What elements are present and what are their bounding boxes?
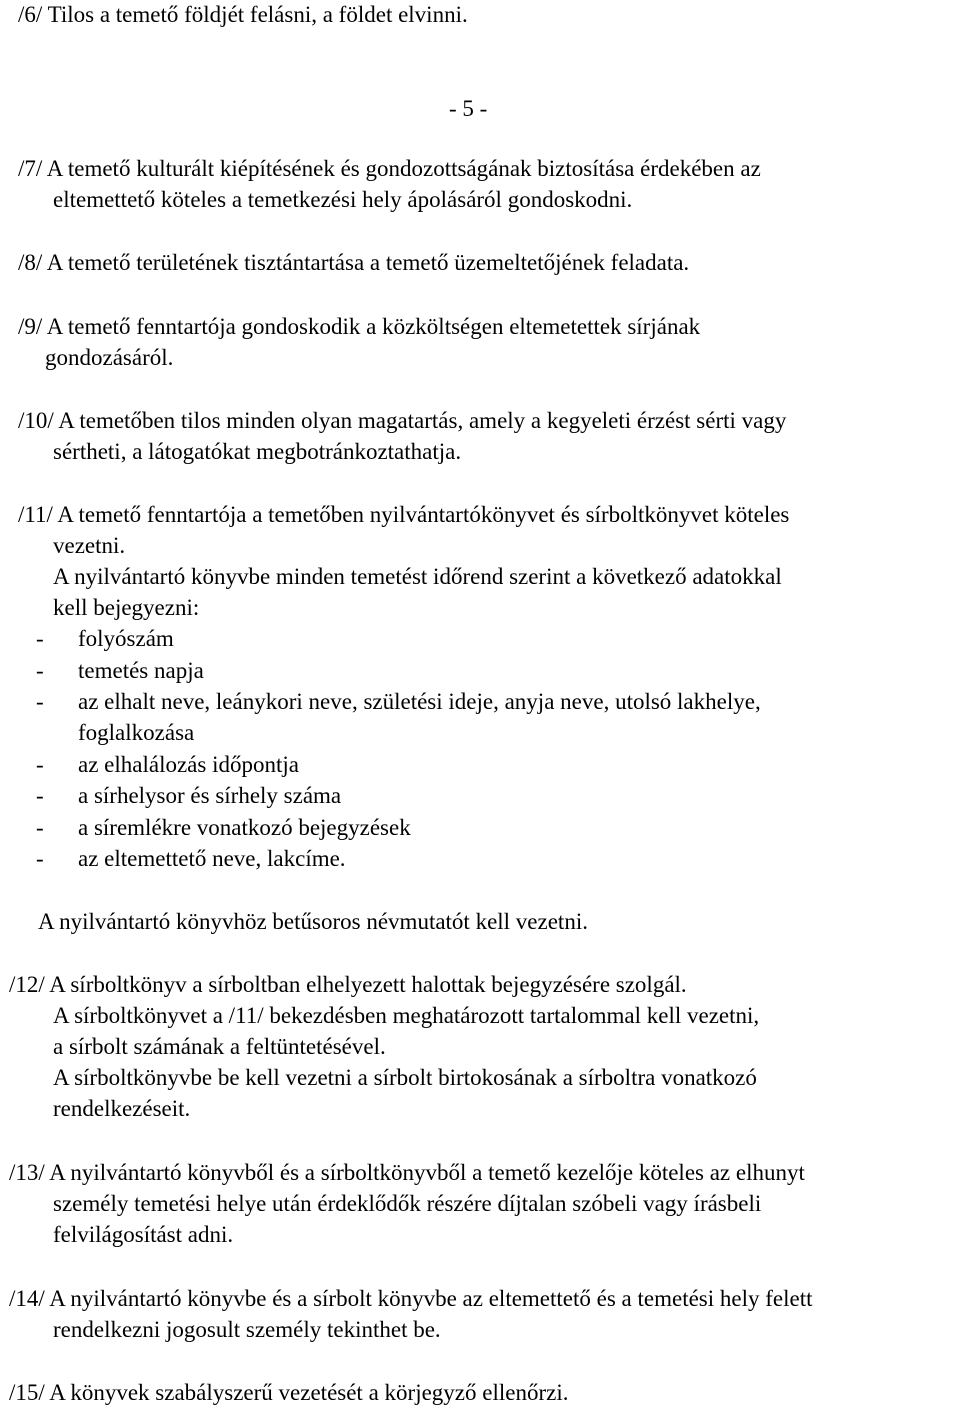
list-item-continuation: foglalkozása xyxy=(78,720,195,745)
list-dash: - xyxy=(36,658,44,683)
paragraph-15: /15/ A könyvek szabályszerű vezetését a körjegyző ellenőrzi. xyxy=(9,1380,569,1405)
list-item: temetés napja xyxy=(78,658,204,683)
paragraph-11-line-4: kell bejegyezni: xyxy=(53,595,200,620)
paragraph-11-line-3: A nyilvántartó könyvbe minden temetést időrend szerint a következő adatokkal xyxy=(53,564,782,589)
list-item: a sírhelysor és sírhely száma xyxy=(78,783,342,808)
paragraph-10-line-2: sértheti, a látogatókat megbotránkoztathatja. xyxy=(53,439,462,464)
list-dash: - xyxy=(36,689,44,714)
list-item: a síremlékre vonatkozó bejegyzések xyxy=(78,815,411,840)
paragraph-11-line-1: /11/ A temető fenntartója a temetőben nyilvántartókönyvet és sírboltkönyvet köteles xyxy=(18,502,790,527)
paragraph-13-line-3: felvilágosítást adni. xyxy=(53,1222,234,1247)
page-number: - 5 - xyxy=(449,96,488,121)
paragraph-9-line-1: /9/ A temető fenntartója gondoskodik a közköltségen eltemetettek sírjának xyxy=(18,314,701,339)
paragraph-14-line-1: /14/ A nyilvántartó könyvbe és a sírbolt könyvbe az eltemettető és a temetési hely felett xyxy=(9,1286,813,1311)
paragraph-7-line-2: eltemettető köteles a temetkezési hely ápolásáról gondoskodni. xyxy=(53,187,633,212)
list-dash: - xyxy=(36,752,44,777)
list-dash: - xyxy=(36,783,44,808)
paragraph-7-line-1: /7/ A temető kulturált kiépítésének és gondozottságának biztosítása érdekében az xyxy=(18,156,761,181)
paragraph-9-line-2: gondozásáról. xyxy=(45,345,174,370)
list-dash: - xyxy=(36,815,44,840)
paragraph-12-line-5: rendelkezéseit. xyxy=(53,1096,191,1121)
paragraph-8: /8/ A temető területének tisztántartása a temető üzemeltetőjének feladata. xyxy=(18,250,690,275)
list-item: folyószám xyxy=(78,626,174,651)
list-dash: - xyxy=(36,846,44,871)
list-item: az elhalálozás időpontja xyxy=(78,752,299,777)
paragraph-10-line-1: /10/ A temetőben tilos minden olyan magatartás, amely a kegyeleti érzést sérti vagy xyxy=(18,408,787,433)
list-item: az elhalt neve, leánykori neve, születési ideje, anyja neve, utolsó lakhelye, xyxy=(78,689,761,714)
paragraph-12-line-1: /12/ A sírboltkönyv a sírboltban elhelyezett halottak bejegyzésére szolgál. xyxy=(9,972,687,997)
paragraph-14-line-2: rendelkezni jogosult személy tekinthet be. xyxy=(53,1317,441,1342)
list-dash: - xyxy=(36,626,44,651)
paragraph-6: /6/ Tilos a temető földjét felásni, a földet elvinni. xyxy=(18,2,468,27)
paragraph-13-line-2: személy temetési helye után érdeklődők részére díjtalan szóbeli vagy írásbeli xyxy=(53,1191,762,1216)
paragraph-12-line-4: A sírboltkönyvbe be kell vezetni a sírbolt birtokosának a sírboltra vonatkozó xyxy=(53,1065,757,1090)
paragraph-13-line-1: /13/ A nyilvántartó könyvből és a sírboltkönyvből a temető kezelője köteles az elhunyt xyxy=(9,1160,805,1185)
paragraph-12-line-3: a sírbolt számának a feltüntetésével. xyxy=(53,1034,386,1059)
paragraph-11-index-note: A nyilvántartó könyvhöz betűsoros névmutatót kell vezetni. xyxy=(38,909,588,934)
list-item: az eltemettető neve, lakcíme. xyxy=(78,846,346,871)
paragraph-12-line-2: A sírboltkönyvet a /11/ bekezdésben meghatározott tartalommal kell vezetni, xyxy=(53,1003,760,1028)
paragraph-11-line-2: vezetni. xyxy=(53,533,126,558)
